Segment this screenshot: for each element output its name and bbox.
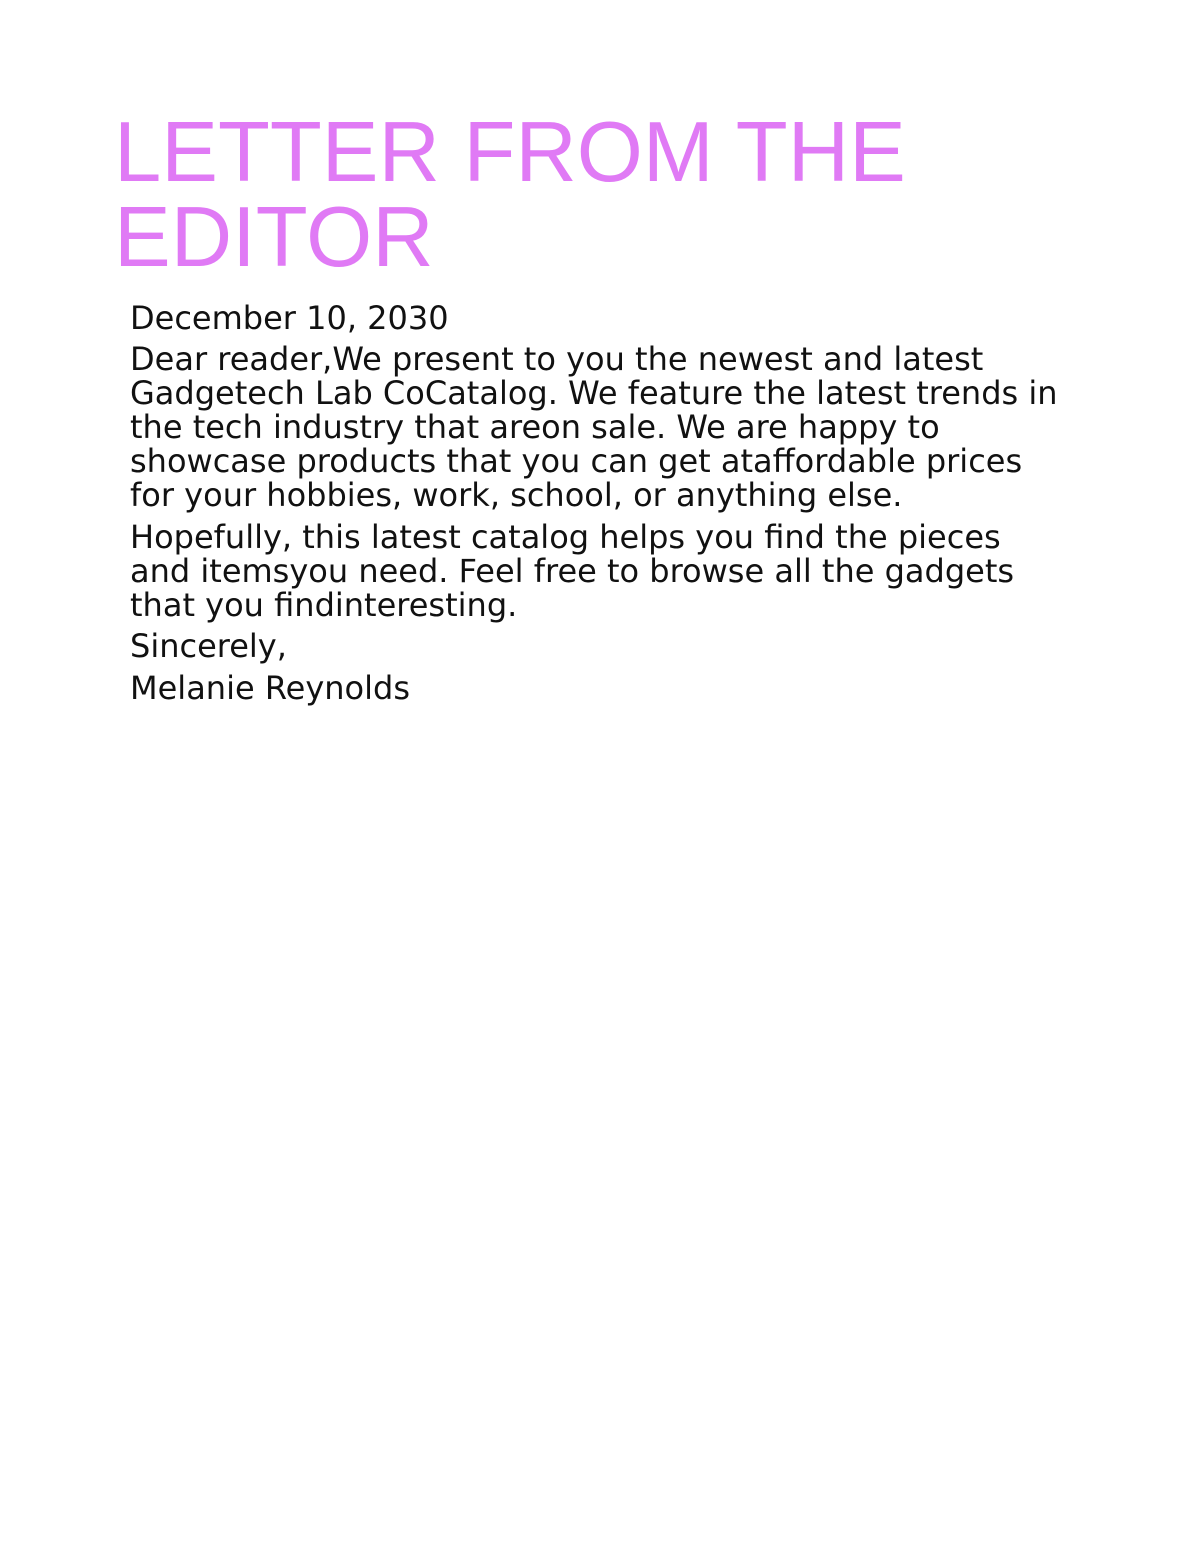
letter-paragraph-2: Hopefully, this latest catalog helps you find the pieces and itemsyou need. Feel free to browse all the gadgets that you findinteresting.: [130, 518, 1015, 624]
title-line-1: LETTER FROM THE: [114, 105, 906, 200]
page-title: [114, 105, 1114, 285]
letter-date: December 10, 2030: [130, 299, 449, 337]
letter-closing: Sincerely,: [130, 627, 287, 665]
letter-paragraph-1: Dear reader,We present to you the newest and latest Gadgetech Lab CoCatalog. We feature the latest trends in the tech industry that areon sale. We are happy to showcase products that you can get ataffordable prices for your hobbies, work, school, or anything else.: [130, 340, 1058, 514]
title-line-2: EDITOR: [114, 190, 434, 285]
letter-signature: Melanie Reynolds: [130, 669, 410, 707]
letter-body: [130, 298, 1070, 706]
